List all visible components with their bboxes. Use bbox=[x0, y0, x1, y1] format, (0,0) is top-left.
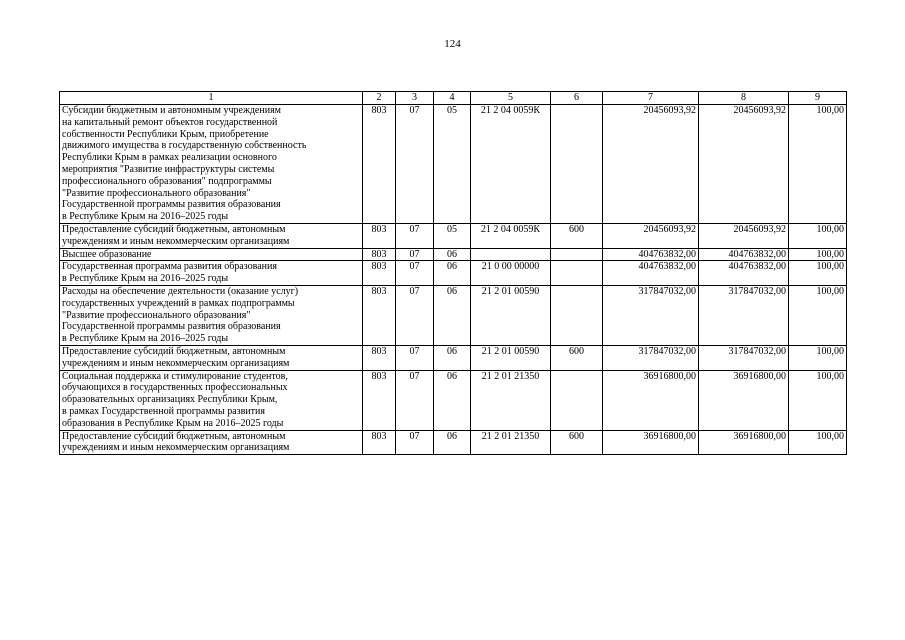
cell-section: 07 bbox=[396, 223, 434, 248]
cell-subsection: 05 bbox=[434, 223, 471, 248]
cell-expense-type: 600 bbox=[551, 223, 603, 248]
cell-expense-type: 600 bbox=[551, 430, 603, 455]
cell-amount-planned: 317847032,00 bbox=[603, 345, 699, 370]
cell-percent: 100,00 bbox=[789, 261, 847, 286]
cell-target-article: 21 2 01 00590 bbox=[471, 345, 551, 370]
cell-target-article: 21 2 04 0059К bbox=[471, 105, 551, 224]
cell-ministry-code: 803 bbox=[363, 345, 396, 370]
cell-ministry-code: 803 bbox=[363, 248, 396, 261]
cell-ministry-code: 803 bbox=[363, 223, 396, 248]
column-header-4: 4 bbox=[434, 92, 471, 105]
column-header-9: 9 bbox=[789, 92, 847, 105]
cell-amount-executed: 317847032,00 bbox=[699, 345, 789, 370]
table-header-row bbox=[60, 92, 847, 105]
cell-amount-executed: 404763832,00 bbox=[699, 261, 789, 286]
cell-ministry-code: 803 bbox=[363, 370, 396, 430]
column-header-3: 3 bbox=[396, 92, 434, 105]
cell-amount-executed: 36916800,00 bbox=[699, 370, 789, 430]
cell-amount-executed: 20456093,92 bbox=[699, 105, 789, 224]
cell-section: 07 bbox=[396, 370, 434, 430]
row-description: Расходы на обеспечение деятельности (оказание услуг) государственных учреждений в рамках подпрограммы "Развитие профессионального образования" Государственной программы развития образования в Республике Крым на 2016–2025 годы bbox=[60, 285, 363, 345]
cell-percent: 100,00 bbox=[789, 370, 847, 430]
cell-percent: 100,00 bbox=[789, 105, 847, 224]
cell-amount-planned: 36916800,00 bbox=[603, 430, 699, 455]
cell-section: 07 bbox=[396, 430, 434, 455]
table-row bbox=[60, 105, 847, 224]
cell-percent: 100,00 bbox=[789, 345, 847, 370]
cell-amount-planned: 36916800,00 bbox=[603, 370, 699, 430]
cell-section: 07 bbox=[396, 248, 434, 261]
cell-amount-planned: 317847032,00 bbox=[603, 285, 699, 345]
cell-target-article bbox=[471, 248, 551, 261]
cell-section: 07 bbox=[396, 285, 434, 345]
cell-target-article: 21 2 01 00590 bbox=[471, 285, 551, 345]
cell-section: 07 bbox=[396, 105, 434, 224]
cell-amount-planned: 404763832,00 bbox=[603, 261, 699, 286]
row-description: Предоставление субсидий бюджетным, автономным учреждениям и иным некоммерческим организациям bbox=[60, 223, 363, 248]
cell-subsection: 06 bbox=[434, 430, 471, 455]
cell-percent: 100,00 bbox=[789, 248, 847, 261]
table-row bbox=[60, 345, 847, 370]
cell-expense-type bbox=[551, 370, 603, 430]
column-header-5: 5 bbox=[471, 92, 551, 105]
cell-subsection: 06 bbox=[434, 370, 471, 430]
row-description: Предоставление субсидий бюджетным, автономным учреждениям и иным некоммерческим организациям bbox=[60, 345, 363, 370]
cell-expense-type bbox=[551, 248, 603, 261]
cell-amount-executed: 317847032,00 bbox=[699, 285, 789, 345]
cell-ministry-code: 803 bbox=[363, 105, 396, 224]
cell-subsection: 06 bbox=[434, 345, 471, 370]
cell-ministry-code: 803 bbox=[363, 430, 396, 455]
cell-amount-executed: 36916800,00 bbox=[699, 430, 789, 455]
row-description: Предоставление субсидий бюджетным, автономным учреждениям и иным некоммерческим организациям bbox=[60, 430, 363, 455]
column-header-2: 2 bbox=[363, 92, 396, 105]
table-row bbox=[60, 285, 847, 345]
column-header-1: 1 bbox=[60, 92, 363, 105]
table-row bbox=[60, 430, 847, 455]
cell-section: 07 bbox=[396, 261, 434, 286]
cell-subsection: 05 bbox=[434, 105, 471, 224]
row-description: Государственная программа развития образования в Республике Крым на 2016–2025 годы bbox=[60, 261, 363, 286]
column-header-7: 7 bbox=[603, 92, 699, 105]
cell-expense-type bbox=[551, 285, 603, 345]
cell-amount-planned: 404763832,00 bbox=[603, 248, 699, 261]
cell-target-article: 21 2 01 21350 bbox=[471, 370, 551, 430]
cell-amount-executed: 404763832,00 bbox=[699, 248, 789, 261]
column-header-6: 6 bbox=[551, 92, 603, 105]
table-row bbox=[60, 261, 847, 286]
cell-subsection: 06 bbox=[434, 285, 471, 345]
cell-target-article: 21 0 00 00000 bbox=[471, 261, 551, 286]
cell-target-article: 21 2 01 21350 bbox=[471, 430, 551, 455]
cell-subsection: 06 bbox=[434, 261, 471, 286]
table-row bbox=[60, 248, 847, 261]
table-row bbox=[60, 223, 847, 248]
cell-ministry-code: 803 bbox=[363, 285, 396, 345]
cell-percent: 100,00 bbox=[789, 430, 847, 455]
cell-ministry-code: 803 bbox=[363, 261, 396, 286]
cell-expense-type: 600 bbox=[551, 345, 603, 370]
cell-section: 07 bbox=[396, 345, 434, 370]
cell-expense-type bbox=[551, 261, 603, 286]
cell-expense-type bbox=[551, 105, 603, 224]
column-header-8: 8 bbox=[699, 92, 789, 105]
row-description: Социальная поддержка и стимулирование студентов, обучающихся в государственных профессиональных образовательных организациях Республики Крым, в рамках Государственной программы развития образования в Республике Крым на 2016–2025 годы bbox=[60, 370, 363, 430]
table-row bbox=[60, 370, 847, 430]
cell-amount-planned: 20456093,92 bbox=[603, 223, 699, 248]
cell-amount-executed: 20456093,92 bbox=[699, 223, 789, 248]
cell-percent: 100,00 bbox=[789, 285, 847, 345]
row-description: Субсидии бюджетным и автономным учреждениям на капитальный ремонт объектов государственной собственности Республики Крым, приобретение движимого имущества в государственную собственность Республики Крым в рамках реализации основного мероприятия "Развитие инфраструктуры системы профессионального образования" подпрограммы "Развитие профессионального образования" Государственной программы развития образования в Республике Крым на 2016–2025 годы bbox=[60, 105, 363, 224]
page-number: 124 bbox=[444, 38, 461, 50]
row-description: Высшее образование bbox=[60, 248, 363, 261]
cell-target-article: 21 2 04 0059К bbox=[471, 223, 551, 248]
cell-amount-planned: 20456093,92 bbox=[603, 105, 699, 224]
cell-percent: 100,00 bbox=[789, 223, 847, 248]
cell-subsection: 06 bbox=[434, 248, 471, 261]
budget-table bbox=[59, 91, 847, 455]
